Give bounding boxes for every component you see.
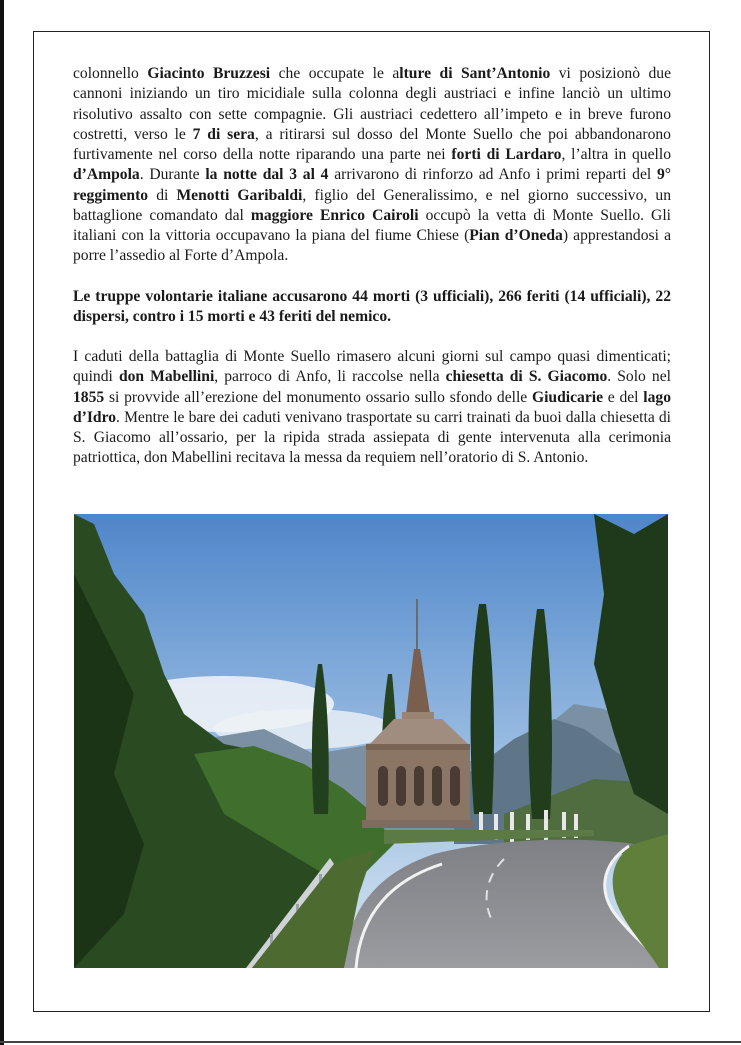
paragraph-ossuary: [73, 347, 671, 469]
text-span: , figlio del Generalissimo, e nel giorno successivo, un battaglione comandato dal: [73, 186, 671, 224]
ossuary-photo: [74, 514, 668, 968]
bold-place: Giudicarie: [531, 388, 604, 406]
text-span: occupò la vetta di Monte Suello. Gli italiani con la vittoria occupavano la piana del fiume Chiese (: [73, 206, 671, 244]
text-span: che occupate le a: [270, 65, 400, 82]
bold-place: chiesetta di S. Giacomo: [445, 368, 608, 386]
bold-name: Menotti Garibaldi: [176, 186, 303, 204]
bold-name: don Mabellini: [118, 368, 215, 386]
bold-year: 1855: [73, 388, 105, 406]
text-span: arrivarono di rinforzo ad Anfo i primi reparti del: [328, 166, 657, 184]
text-span: , parroco di Anfo, li raccolse nella: [214, 368, 446, 386]
bold-place: forti di Lardaro: [451, 146, 562, 163]
article-body: [73, 64, 671, 469]
text-span: . Solo nel: [607, 368, 671, 386]
paragraph-battle: [73, 64, 671, 267]
bold-time: 7 di sera: [192, 125, 255, 143]
paragraph-gap: [73, 327, 671, 347]
paragraph-casualties: Le truppe volontarie italiane accusarono 44 morti (3 ufficiali), 266 feriti (14 ufficiali), 22 dispersi, contro i 15 morti e 43 feriti del nemico.: [73, 287, 671, 325]
text-span: si provvide all’erezione del monumento ossario sullo sfondo delle: [104, 388, 532, 406]
text-span: colonnello: [73, 65, 148, 82]
bold-name: Giacinto Bruzzesi: [147, 65, 271, 82]
text-span: . Mentre le bare dei caduti venivano trasportate su carri trainati da buoi dalla chiesetta di S. Giacomo all’ossario, per la ripida strada assiepata di gente intervenuta alla cerimonia patriottica, don Mabellini recitava la messa da requiem nell’oratorio di S. Antonio.: [73, 408, 671, 467]
bold-regiment: 9° reggimento: [73, 166, 671, 204]
ossuary-photo-illustration: [74, 514, 668, 968]
bold-place: lture di Sant’Antonio: [399, 65, 551, 82]
bold-place: d’Ampola: [73, 166, 140, 184]
bold-name: maggiore Enrico Cairoli: [250, 206, 419, 224]
text-span: vi posizionò due cannoni iniziando un tiro micidiale sulla colonna degli austriaci e infine lanciò un ultimo risolutivo assalto con sette compagnie. Gli austriaci cedettero all’impeto e in breve furono costretti, verso le: [73, 65, 671, 143]
text-span: di: [148, 186, 177, 204]
bold-date: la notte dal 3 al 4: [205, 166, 329, 184]
paragraph-gap: [73, 267, 671, 287]
page-left-edge: [0, 0, 4, 1045]
text-span: ) apprestandosi a porre l’assedio al Forte d’Ampola.: [73, 227, 671, 265]
text-span: , l’altra in quello: [561, 146, 671, 163]
bold-place: Pian d’Oneda: [469, 227, 563, 244]
text-span: . Durante: [139, 166, 206, 184]
bold-place: lago d’Idro: [73, 388, 671, 426]
text-span: , a ritirarsi sul dosso del Monte Suello che poi abbandonarono furtivamente nel corso della notte riparando una parte nei: [73, 125, 671, 163]
page-bottom-rule: [0, 1041, 741, 1043]
text-span: I caduti della battaglia di Monte Suello rimasero alcuni giorni sul campo quasi dimenticati; quindi: [73, 348, 671, 386]
text-span: e del: [603, 388, 644, 406]
